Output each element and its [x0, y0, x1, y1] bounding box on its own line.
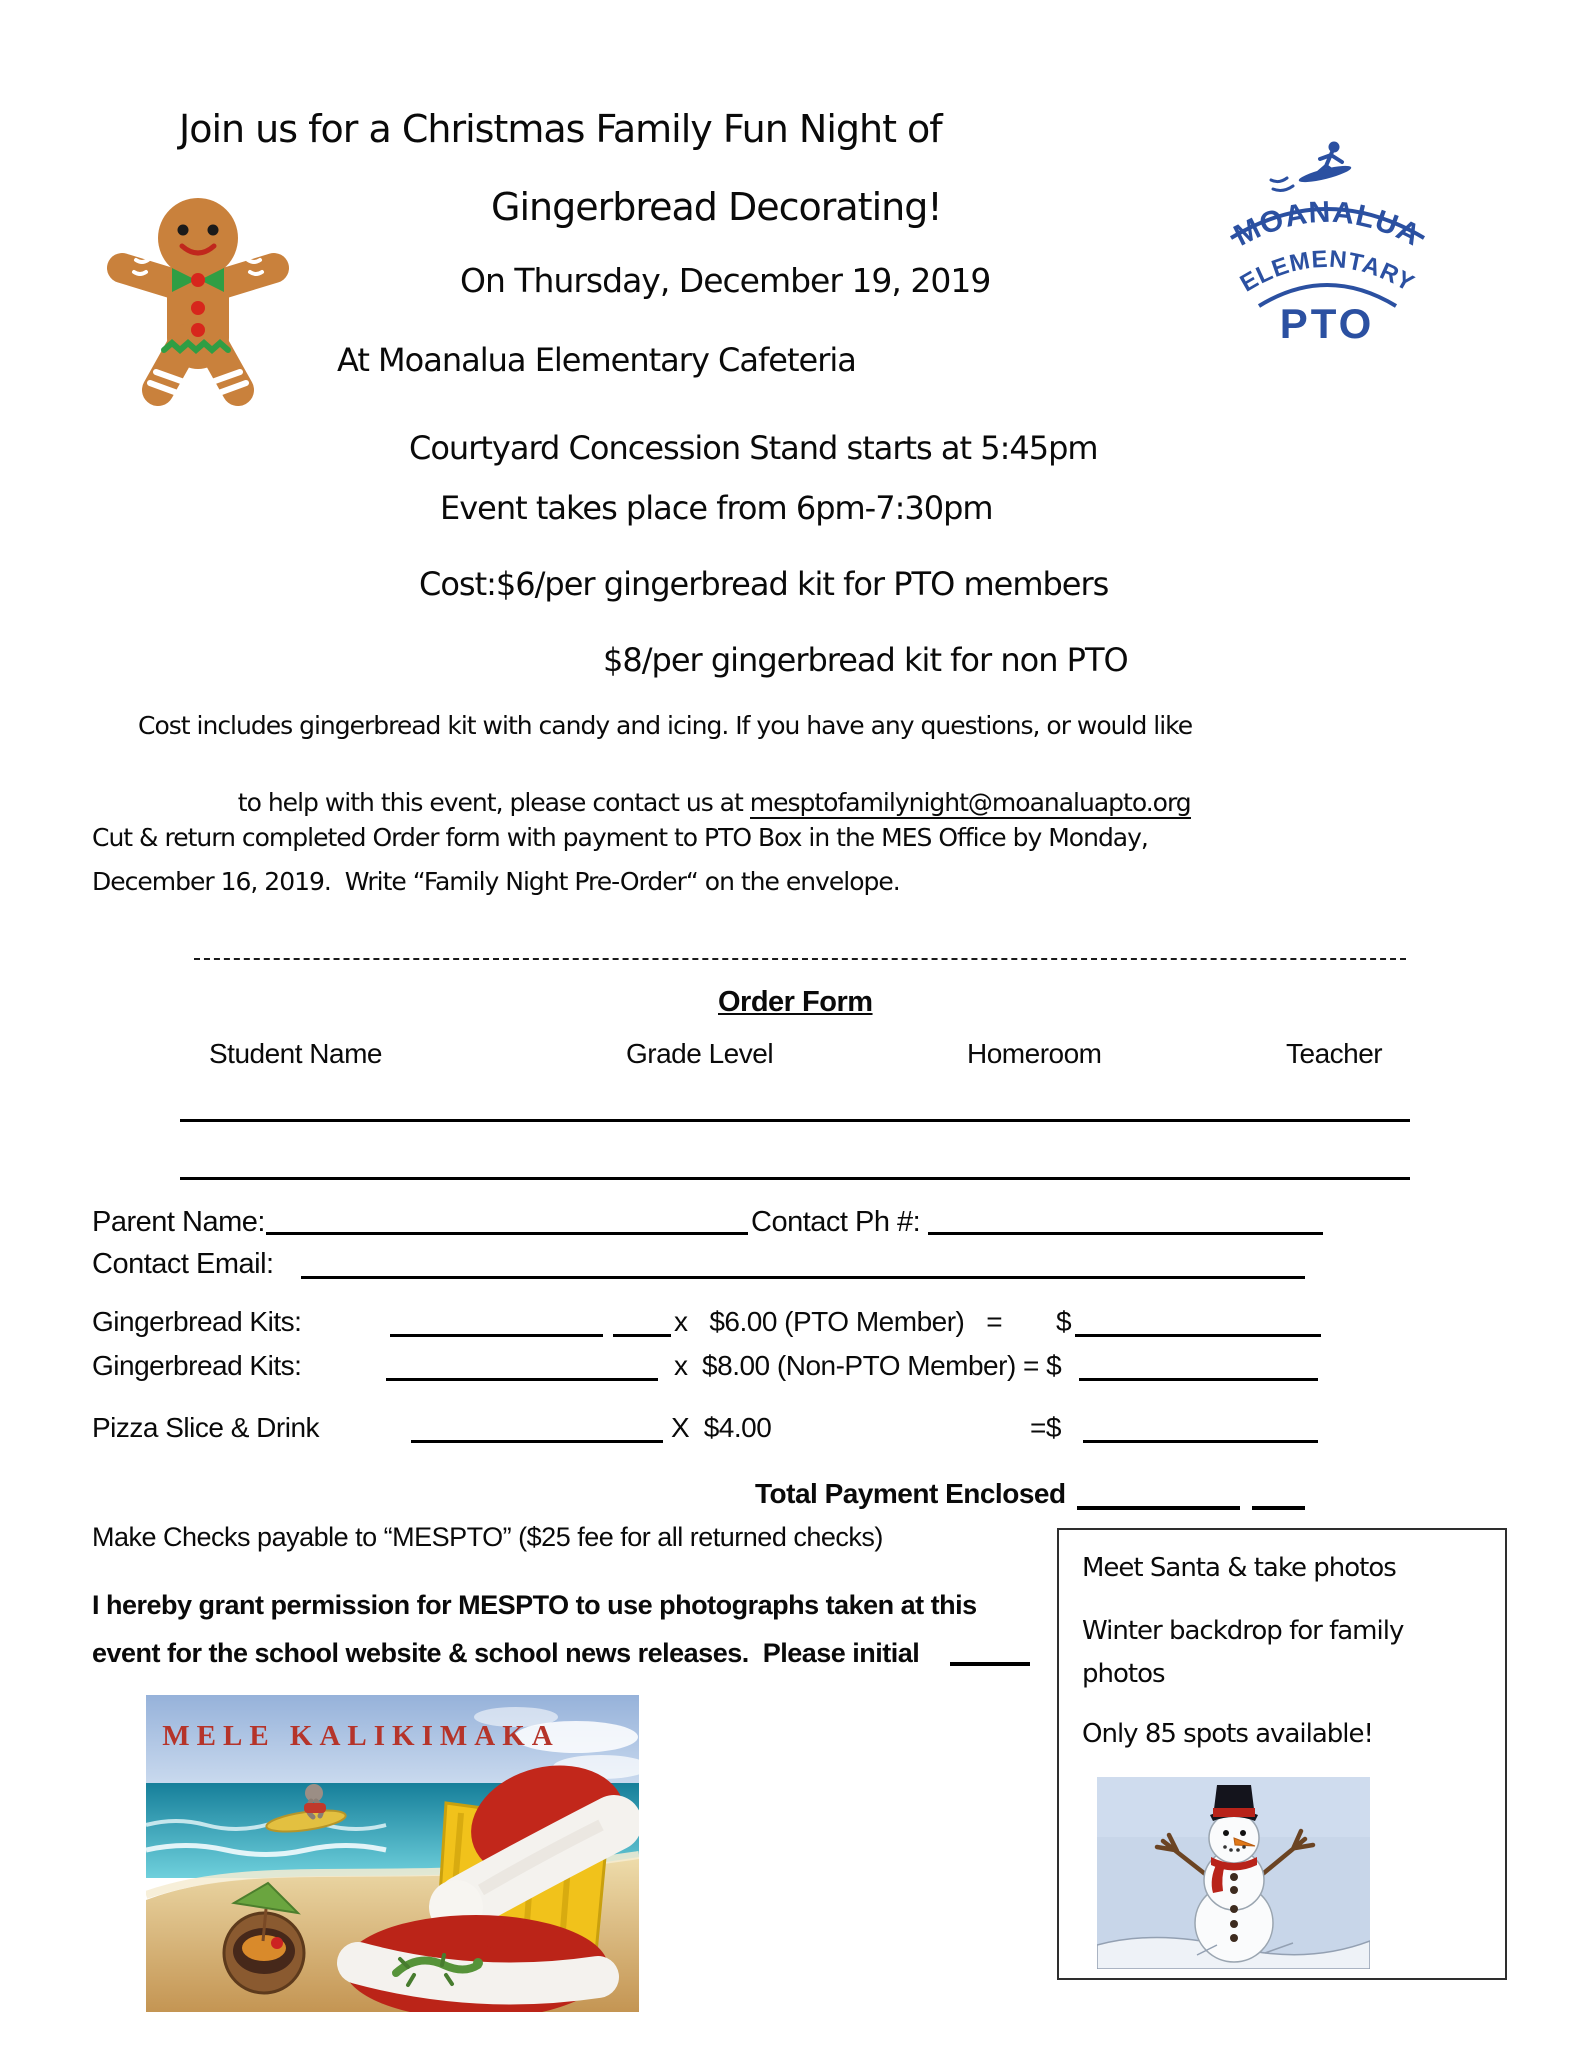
- gingerbread-pto-label: Gingerbread Kits:: [92, 1306, 302, 1337]
- santa-box-line3: Only 85 spots available!: [1082, 1719, 1373, 1749]
- santa-box-line2b: photos: [1082, 1659, 1165, 1689]
- info-line1: Cost includes gingerbread kit with candy and icing. If you have any questions, or would like: [138, 711, 1193, 740]
- order-form-title: Order Form: [718, 986, 873, 1018]
- snowman-image: [1097, 1777, 1370, 1969]
- column-header-homeroom: Homeroom: [967, 1038, 1102, 1069]
- svg-text:ELEMENTARY: [1236, 246, 1419, 298]
- make-checks-line: Make Checks payable to “MESPTO” ($25 fee for all returned checks): [92, 1522, 883, 1552]
- student-row-line-2: [180, 1177, 1410, 1180]
- event-time-line: Event takes place from 6pm-7:30pm: [440, 489, 993, 527]
- column-header-grade-level: Grade Level: [626, 1038, 774, 1069]
- photo-permission-line1: I hereby grant permission for MESPTO to use photographs taken at this: [92, 1590, 977, 1620]
- cost-line-pto: Cost:$6/per gingerbread kit for PTO members: [419, 565, 1109, 603]
- gingerbread-pto-qty-blank-2: [613, 1334, 671, 1337]
- contact-email-link[interactable]: mesptofamilynight@moanaluapto.org: [749, 787, 1191, 817]
- mele-kalikimaka-image: [146, 1695, 639, 2012]
- gingerbread-pto-qty-blank: [390, 1334, 603, 1337]
- contact-phone-label: Contact Ph #:: [751, 1206, 921, 1238]
- pto-logo: [1225, 138, 1430, 343]
- parent-name-blank: [266, 1232, 748, 1235]
- pizza-label: Pizza Slice & Drink: [92, 1412, 320, 1443]
- concession-line: Courtyard Concession Stand starts at 5:45pm: [409, 429, 1098, 467]
- contact-phone-blank: [928, 1232, 1323, 1235]
- santa-box-line1: Meet Santa & take photos: [1082, 1553, 1396, 1583]
- santa-info-box: [1057, 1528, 1507, 1980]
- initial-blank: [950, 1662, 1030, 1666]
- total-payment-blank-2: [1252, 1506, 1305, 1510]
- logo-text-elementary: ELEMENTARY: [1235, 245, 1420, 298]
- pizza-amount-blank: [1083, 1440, 1318, 1443]
- total-payment-label: Total Payment Enclosed: [755, 1478, 1066, 1509]
- parent-name-label: Parent Name:: [92, 1206, 265, 1238]
- gingerbread-pto-dollar-sign: $: [1056, 1306, 1072, 1337]
- flyer-title-line2: Gingerbread Decorating!: [491, 185, 942, 229]
- return-instructions-line1: Cut & return completed Order form with payment to PTO Box in the MES Office by Monday,: [92, 823, 1148, 852]
- pizza-equals-dollar: =$: [1030, 1412, 1061, 1443]
- pizza-qty-blank: [411, 1440, 663, 1443]
- cost-line-nonpto: $8/per gingerbread kit for non PTO: [603, 641, 1128, 679]
- gingerbread-nonpto-amount-blank: [1079, 1378, 1318, 1381]
- mele-title: MELE KALIKIMAKA: [162, 1720, 560, 1752]
- gingerbread-nonpto-label: Gingerbread Kits:: [92, 1350, 302, 1381]
- contact-email-label: Contact Email:: [92, 1248, 274, 1280]
- pizza-price-text: X $4.00: [671, 1412, 772, 1443]
- contact-email-blank: [301, 1276, 1305, 1279]
- gingerbread-nonpto-qty-blank: [386, 1378, 658, 1381]
- return-instructions-line2: December 16, 2019. Write “Family Night Pre-Order“ on the envelope.: [92, 867, 900, 896]
- gingerbread-man-illustration: [98, 190, 298, 408]
- logo-text-moanalua: MOANALUA: [1228, 195, 1427, 253]
- flyer-location-line: At Moanalua Elementary Cafeteria: [337, 341, 856, 379]
- student-row-line-1: [180, 1119, 1410, 1122]
- gingerbread-nonpto-price-text: x $8.00 (Non-PTO Member) = $: [674, 1350, 1062, 1381]
- cut-here-dashed-line: [194, 958, 1406, 960]
- column-header-student-name: Student Name: [209, 1038, 382, 1069]
- santa-box-line2a: Winter backdrop for family: [1082, 1616, 1404, 1646]
- logo-text-pto: PTO: [1279, 300, 1375, 343]
- flyer-date-line: On Thursday, December 19, 2019: [460, 261, 991, 300]
- gingerbread-pto-price-text: x $6.00 (PTO Member) =: [674, 1306, 1003, 1337]
- gingerbread-pto-amount-blank: [1075, 1334, 1321, 1337]
- flyer-title-line1: Join us for a Christmas Family Fun Night of: [179, 107, 942, 151]
- total-payment-blank-1: [1077, 1506, 1240, 1510]
- photo-permission-line2: event for the school website & school news releases. Please initial: [92, 1638, 920, 1668]
- column-header-teacher: Teacher: [1286, 1038, 1383, 1069]
- info-line2-prefix: to help with this event, please contact us at: [237, 787, 750, 817]
